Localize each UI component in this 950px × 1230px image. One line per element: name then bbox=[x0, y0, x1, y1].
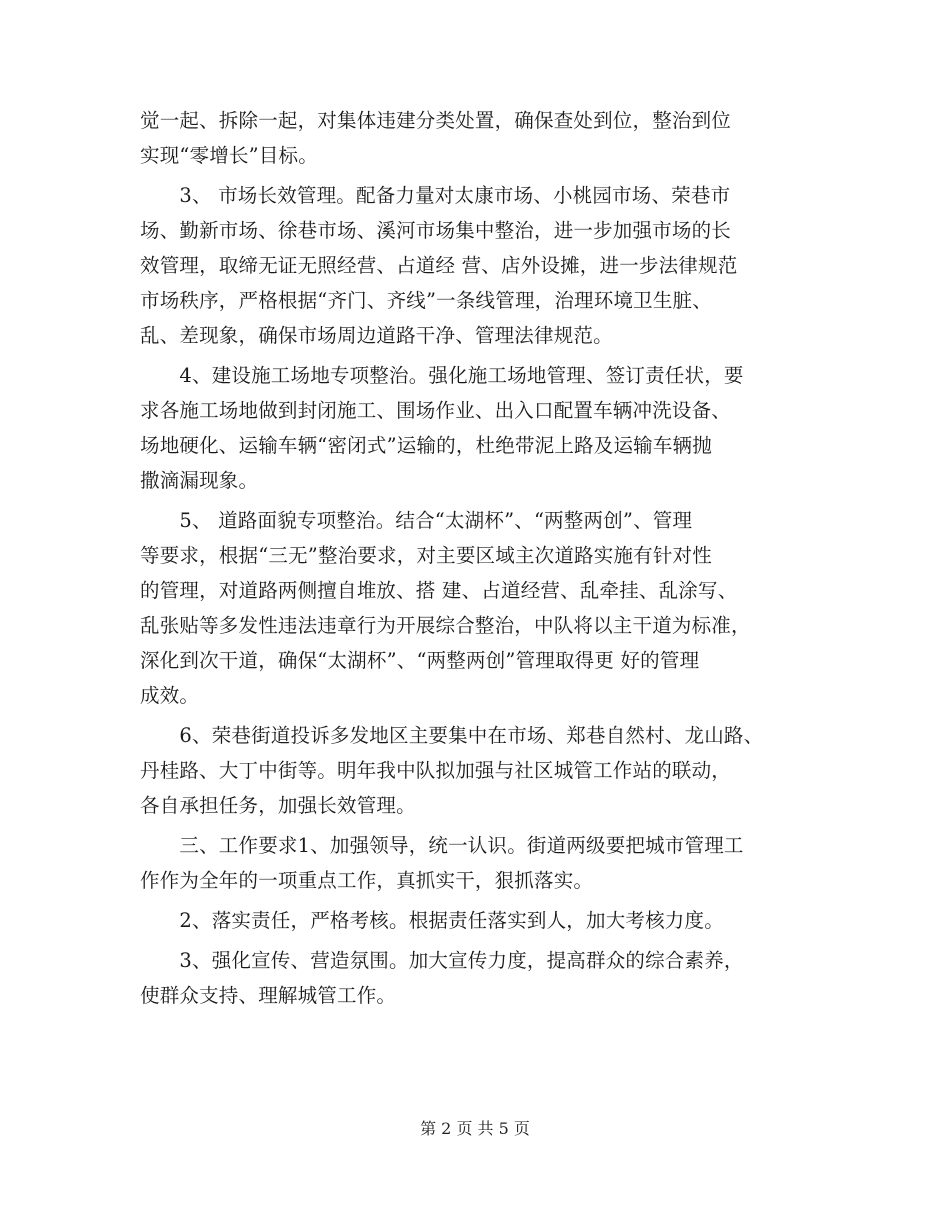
text-line: 场地硬化、运输车辆“密闭式”运输的，杜绝带泥上路及运输车辆抛 bbox=[140, 434, 712, 457]
page-number-footer: 第 2 页 共 5 页 bbox=[420, 1119, 530, 1138]
text-line: 成效。 bbox=[140, 684, 200, 707]
text-line: 实现“零增长”目标。 bbox=[140, 144, 318, 167]
text-line: 3、强化宣传、营造氛围。加大宣传力度，提高群众的综合素养， bbox=[140, 949, 744, 972]
text-line: 丹桂路、大丁中街等。明年我中队拟加强与社区城管工作站的联动， bbox=[140, 759, 732, 782]
text-line: 的管理，对道路两侧擅自堆放、搭 建、占道经营、乱牵挂、乱涂写、 bbox=[140, 579, 738, 602]
text-line: 觉一起、拆除一起，对集体违建分类处置，确保查处到位，整治到位 bbox=[140, 109, 732, 132]
text-line: 撒滴漏现象。 bbox=[140, 469, 259, 492]
text-line: 求各施工场地做到封闭施工、围场作业、出入口配置车辆冲洗设备、 bbox=[140, 399, 732, 422]
text-line: 3、 市场长效管理。配备力量对太康市场、小桃园市场、荣巷市 bbox=[140, 184, 731, 207]
text-line: 5、 道路面貌专项整治。结合“太湖杯”、“两整两创”、管理 bbox=[140, 509, 693, 532]
text-line: 效管理，取缔无证无照经营、占道经 营、店外设摊，进一步法律规范 bbox=[140, 254, 738, 277]
text-line: 市场秩序，严格根据“齐门、齐线”一条线管理，治理环境卫生脏、 bbox=[140, 289, 712, 312]
text-line: 作作为全年的一项重点工作，真抓实干，狠抓落实。 bbox=[140, 869, 594, 892]
text-line: 各自承担任务，加强长效管理。 bbox=[140, 794, 416, 817]
text-line: 三、工作要求1、加强领导，统一认识。街道两级要把城市管理工 bbox=[140, 834, 744, 857]
text-line: 乱张贴等多发性违法违章行为开展综合整治，中队将以主干道为标准， bbox=[140, 614, 751, 637]
text-line: 乱、差现象，确保市场周边道路干净、管理法律规范。 bbox=[140, 324, 613, 347]
text-line: 场、勤新市场、徐巷市场、溪河市场集中整治，进一步加强市场的长 bbox=[140, 219, 732, 242]
text-line: 使群众支持、理解城管工作。 bbox=[140, 984, 397, 1007]
document-body bbox=[140, 103, 830, 1013]
text-line: 等要求，根据“三无”整治要求，对主要区域主次道路实施有针对性 bbox=[140, 544, 712, 567]
text-line: 2、落实责任，严格考核。根据责任落实到人，加大考核力度。 bbox=[140, 909, 724, 932]
text-line: 6、荣巷街道投诉多发地区主要集中在市场、郑巷自然村、龙山路、 bbox=[140, 724, 764, 747]
text-line: 4、建设施工场地专项整治。强化施工场地管理、签订责任状，要 bbox=[140, 364, 744, 387]
text-line: 深化到次干道，确保“太湖杯”、“两整两创”管理取得更 好的管理 bbox=[140, 649, 700, 672]
